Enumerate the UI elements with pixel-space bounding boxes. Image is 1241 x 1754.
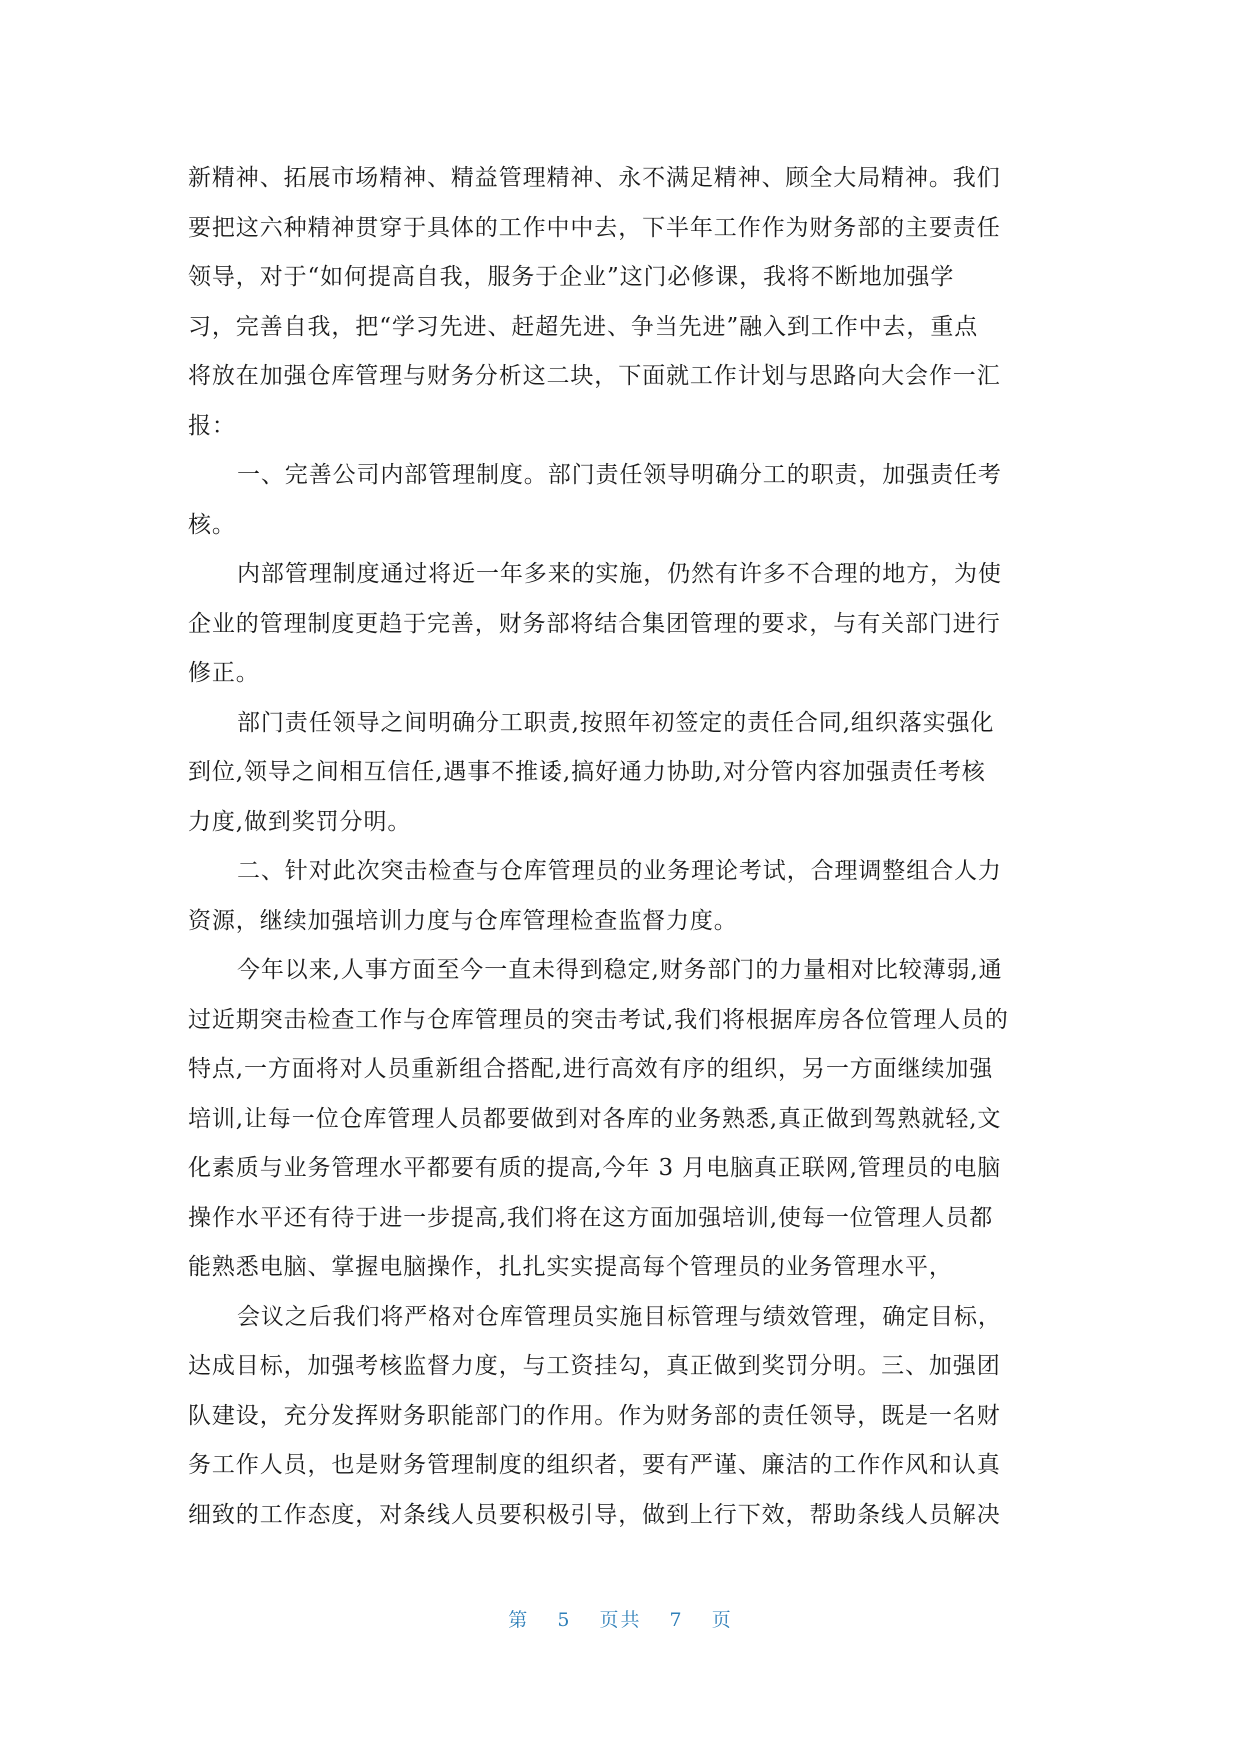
footer-middle: 页共 <box>599 1609 642 1631</box>
text-line: 过近期突击检查工作与仓库管理员的突击考试,我们将根据库房各位管理人员的 <box>188 1006 1009 1033</box>
page-footer <box>0 1605 1241 1632</box>
text-line: 力度,做到奖罚分明。 <box>188 808 412 835</box>
text-line: 操作水平还有待于进一步提高,我们将在这方面加强培训,使每一位管理人员都 <box>188 1204 994 1231</box>
text-line: 资源，继续加强培训力度与仓库管理检查监督力度。 <box>188 907 738 934</box>
text-line: 要把这六种精神贯穿于具体的工作中中去，下半年工作作为财务部的主要责任 <box>188 214 1001 241</box>
text-line: 习，完善自我，把“学习先进、赶超先进、争当先进”融入到工作中去，重点 <box>188 313 979 340</box>
text-line: 队建设，充分发挥财务职能部门的作用。作为财务部的责任领导，既是一名财 <box>188 1402 1001 1429</box>
text-line: 新精神、拓展市场精神、精益管理精神、永不满足精神、顾全大局精神。我们 <box>188 165 1001 191</box>
text-line: 将放在加强仓库管理与财务分析这二块，下面就工作计划与思路向大会作一汇 <box>188 363 1001 389</box>
text-line: 到位,领导之间相互信任,遇事不推诿,搞好通力协助,对分管内容加强责任考核 <box>188 759 986 785</box>
text-line: 会议之后我们将严格对仓库管理员实施目标管理与绩效管理，确定目标， <box>237 1303 1002 1330</box>
text-line: 细致的工作态度，对条线人员要积极引导，做到上行下效，帮助条线人员解决 <box>188 1501 1001 1528</box>
text-line: 企业的管理制度更趋于完善，财务部将结合集团管理的要求，与有关部门进行 <box>188 610 1001 637</box>
text-line: 二、针对此次突击检查与仓库管理员的业务理论考试，合理调整组合人力 <box>237 858 1002 884</box>
text-line: 达成目标，加强考核监督力度，与工资挂勾，真正做到奖罚分明。三、加强团 <box>188 1353 1001 1379</box>
text-line: 部门责任领导之间明确分工职责,按照年初签定的责任合同,组织落实强化 <box>237 709 995 736</box>
footer-suffix: 页 <box>711 1609 733 1631</box>
text-line: 今年以来,人事方面至今一直未得到稳定,财务部门的力量相对比较薄弱,通 <box>237 957 1003 983</box>
current-page-number: 5 <box>557 1609 572 1631</box>
text-line: 能熟悉电脑、掌握电脑操作，扎扎实实提高每个管理员的业务管理水平， <box>188 1254 953 1280</box>
text-line: 内部管理制度通过将近一年多来的实施，仍然有许多不合理的地方，为使 <box>237 561 1002 587</box>
text-line: 领导，对于“如何提高自我，服务于企业”这门必修课，我将不断地加强学 <box>188 264 955 290</box>
text-line: 务工作人员，也是财务管理制度的组织者，要有严谨、廉洁的工作作风和认真 <box>188 1452 1001 1478</box>
document-body <box>188 154 1053 1540</box>
text-line: 一、完善公司内部管理制度。部门责任领导明确分工的职责，加强责任考 <box>237 462 1002 488</box>
footer-prefix: 第 <box>508 1609 530 1631</box>
text-line: 核。 <box>188 511 236 538</box>
text-line: 特点,一方面将对人员重新组合搭配,进行高效有序的组织，另一方面继续加强 <box>188 1056 994 1082</box>
text-line: 培训,让每一位仓库管理人员都要做到对各库的业务熟悉,真正做到驾熟就轻,文 <box>188 1105 1002 1132</box>
text-line: 化素质与业务管理水平都要有质的提高,今年 3 月电脑真正联网,管理员的电脑 <box>188 1155 1002 1181</box>
text-line: 报： <box>188 412 236 439</box>
text-line: 修正。 <box>188 660 260 686</box>
total-page-number: 7 <box>669 1609 684 1631</box>
